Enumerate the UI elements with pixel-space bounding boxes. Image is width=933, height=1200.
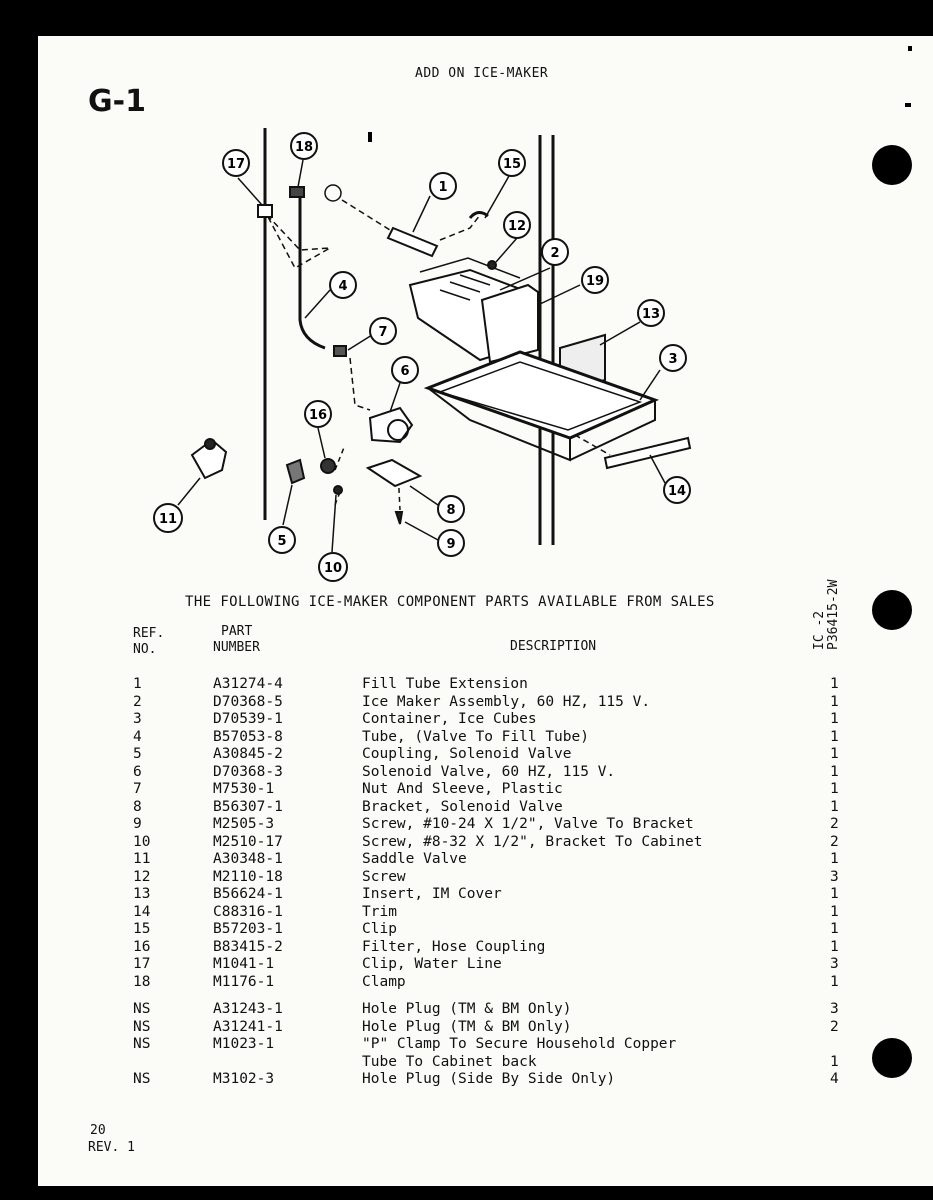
bracket — [368, 460, 420, 486]
table-row: 9 M2505-3 Screw, #10-24 X 1/2", Valve To Bracket 2 — [133, 816, 839, 832]
page-title: ADD ON ICE-MAKER — [415, 66, 549, 81]
section-label: G-1 — [88, 84, 146, 119]
svg-text:16: 16 — [308, 408, 328, 423]
table-row: 13 B56624-1 Insert, IM Cover 1 — [133, 886, 839, 902]
table-row: 11 A30348-1 Saddle Valve 1 — [133, 851, 839, 867]
callout-2 — [542, 239, 568, 265]
table-row: 6 D70368-3 Solenoid Valve, 60 HZ, 115 V. 1 — [133, 763, 839, 780]
clip-water-line — [258, 205, 272, 217]
svg-text:15: 15 — [502, 157, 522, 172]
svg-text:6: 6 — [400, 364, 410, 379]
table-row-ns: NS M3102-3 Hole Plug (Side By Side Only) 4 — [133, 1071, 839, 1087]
svg-text:13: 13 — [641, 307, 661, 322]
fill-tube-extension — [388, 228, 437, 256]
page-number: 20 — [90, 1123, 106, 1138]
callout-12 — [504, 212, 530, 238]
header-description: DESCRIPTION — [510, 639, 597, 654]
callout-3 — [660, 345, 686, 371]
callout-11 — [154, 504, 182, 532]
svg-text:4: 4 — [338, 279, 348, 294]
screw — [488, 261, 496, 269]
table-row: 16 B83415-2 Filter, Hose Coupling 1 — [133, 938, 839, 955]
header-ref — [133, 626, 164, 658]
clamp — [290, 187, 304, 197]
table-row: 1 A31274-4 Fill Tube Extension 1 — [133, 676, 839, 692]
header-ref-line2: NO. — [133, 642, 157, 657]
svg-text:19: 19 — [585, 274, 605, 289]
side-code-line1: IC -2 — [812, 610, 827, 650]
svg-text:1: 1 — [438, 180, 448, 195]
table-row-ns: Tube To Cabinet back 1 — [362, 1053, 839, 1070]
callout-5 — [269, 527, 295, 553]
row-gap — [0, 991, 933, 1001]
table-row: 5 A30845-2 Coupling, Solenoid Valve 1 — [133, 746, 839, 762]
callout-15 — [499, 150, 525, 176]
table-row: 4 B57053-8 Tube, (Valve To Fill Tube) 1 — [133, 728, 839, 745]
header-part — [213, 624, 260, 656]
callout-14 — [664, 477, 690, 503]
side-code-line2: P36415-2W — [826, 579, 841, 650]
table-row: 17 M1041-1 Clip, Water Line 3 — [133, 956, 839, 972]
svg-text:17: 17 — [226, 157, 246, 172]
table-row: 3 D70539-1 Container, Ice Cubes 1 — [133, 711, 839, 727]
callout-1 — [430, 173, 456, 199]
page-footer — [88, 1122, 135, 1156]
svg-text:8: 8 — [446, 503, 456, 518]
svg-text:2: 2 — [550, 246, 560, 261]
callout-8 — [438, 496, 464, 522]
svg-text:7: 7 — [378, 325, 388, 340]
table-row-ns: NS M1023-1 "P" Clamp To Secure Household Copper — [133, 1036, 677, 1052]
filter — [321, 459, 335, 473]
table-row: 12 M2110-18 Screw 3 — [133, 868, 839, 885]
svg-text:3: 3 — [668, 352, 678, 367]
svg-text:5: 5 — [277, 534, 287, 549]
callout-13 — [638, 300, 664, 326]
callout-10 — [319, 553, 347, 581]
header-ref-line1: REF. — [133, 626, 165, 641]
water-tube — [300, 195, 325, 348]
callout-9 — [438, 530, 464, 556]
ice-maker-cover — [482, 285, 538, 362]
svg-text:9: 9 — [446, 537, 456, 552]
table-row-ns: NS A31243-1 Hole Plug (TM & BM Only) 3 — [133, 1001, 839, 1017]
callout-18 — [291, 133, 317, 159]
table-row: 15 B57203-1 Clip 1 — [133, 921, 839, 937]
table-row: 7 M7530-1 Nut And Sleeve, Plastic 1 — [133, 781, 839, 797]
callout-4 — [330, 272, 356, 298]
svg-text:18: 18 — [294, 140, 314, 155]
table-row: 10 M2510-17 Screw, #8-32 X 1/2", Bracket To Cabinet 2 — [133, 833, 839, 850]
callout-19 — [582, 267, 608, 293]
callout-17 — [223, 150, 249, 176]
svg-text:11: 11 — [158, 512, 178, 527]
svg-text:10: 10 — [323, 561, 343, 576]
header-part-line1: PART — [221, 624, 253, 639]
svg-text:12: 12 — [507, 219, 527, 234]
table-row: 14 C88316-1 Trim 1 — [133, 903, 839, 920]
callout-16 — [305, 401, 331, 427]
table-row: 18 M1176-1 Clamp 1 — [133, 973, 839, 990]
svg-text:14: 14 — [667, 484, 687, 499]
table-row: 2 D70368-5 Ice Maker Assembly, 60 HZ, 115 V. 1 — [133, 693, 839, 710]
header-part-line2: NUMBER — [213, 640, 260, 655]
nut-and-sleeve — [334, 346, 346, 356]
callout-6 — [392, 357, 418, 383]
parts-table — [0, 676, 933, 1089]
trim — [605, 438, 690, 468]
coupling — [287, 460, 304, 483]
callout-7 — [370, 318, 396, 344]
table-row-ns: NS A31241-1 Hole Plug (TM & BM Only) 2 — [133, 1018, 839, 1035]
table-row: 8 B56307-1 Bracket, Solenoid Valve 1 — [133, 798, 839, 815]
availability-notice: THE FOLLOWING ICE-MAKER COMPONENT PARTS AVAILABLE FROM SALES — [185, 594, 715, 610]
revision: REV. 1 — [88, 1140, 135, 1155]
side-code — [813, 580, 841, 650]
